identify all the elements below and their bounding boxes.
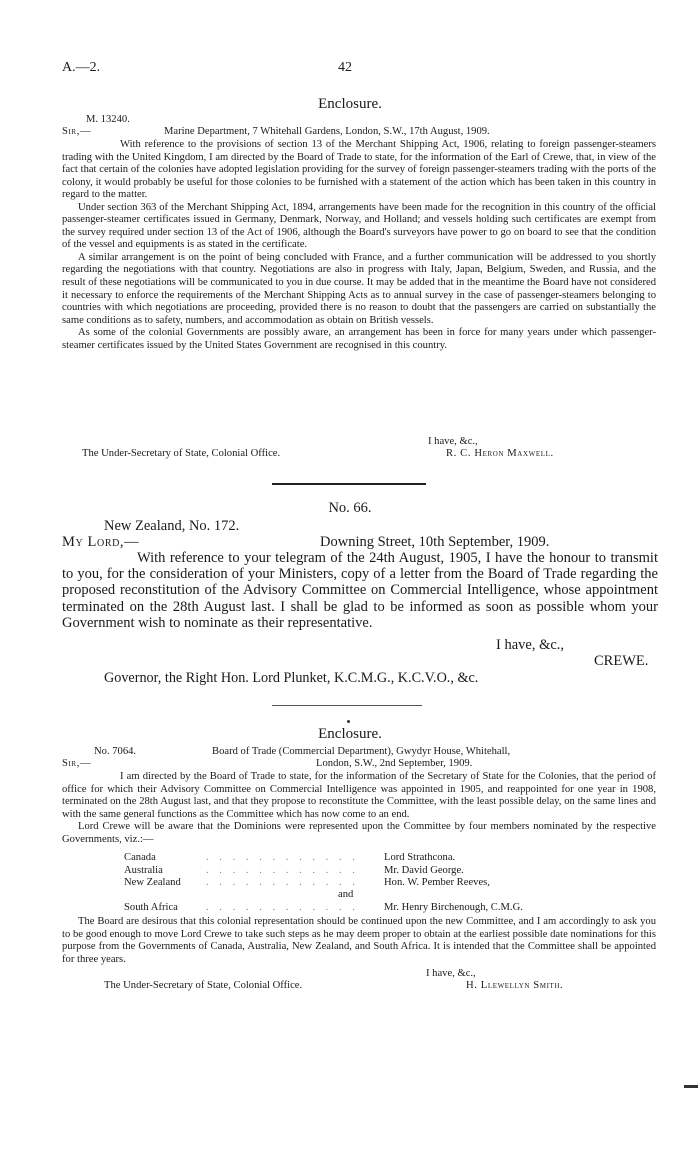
salutation: Sir,— [62, 126, 92, 137]
address-line: Downing Street, 10th September, 1909. [320, 534, 550, 550]
section-divider [272, 705, 422, 706]
paragraph: The Board are desirous that this colonial representation should be continued upon the new Committee, and I am accordingly to ask you to be good enough to move Lord Crewe to take such steps as he may deem proper to obtain at the earliest possible date nominations for this purpose from the Governments of Canada, Australia, New Zealand, and South Africa. It is intended that the Committee shall be appointed for three years. [62, 916, 656, 965]
address-line: Marine Department, 7 Whitehall Gardens, London, S.W., 17th August, 1909. [164, 126, 490, 137]
page-number: 42 [338, 60, 352, 75]
leader-dots: . . . . . . . . . . . . [206, 865, 359, 876]
member-country: Canada [124, 852, 156, 863]
paragraph: I am directed by the Board of Trade to state, for the information of the Secretary of State for the Colonies, that the period of office for which their Advisory Committee on Commercial Intelligence was appointed in 1905, and reappointed for one year in 1908, terminated on the 28th August last, and that they propose to reconstitute the Committee, with the least possible delay, on the same lines and with the same general functions as the Committee which has now come to an end. [62, 771, 656, 820]
paragraph: With reference to your telegram of the 24th August, 1905, I have the honour to transmit to you, for the consideration of your Ministers, copy of a letter from the Board of Trade regarding the proposed reconstitution of the Advisory Committee on Commercial Intelligence, whose appointment terminated on the 28th August last. I shall be glad to be informed as soon as possible whom your Government wish to nominate as their representative. [62, 550, 658, 631]
signature: H. Llewellyn Smith. [466, 980, 564, 991]
leader-dots: . . . . . . . . . . . . [206, 902, 359, 913]
margin-mark [684, 1085, 698, 1088]
member-country: Australia [124, 865, 163, 876]
paragraph: Lord Crewe will be aware that the Dominions were represented upon the Committee by four members nominated by the respective Governments, viz.:— [62, 821, 656, 845]
member-country: South Africa [124, 902, 178, 913]
member-name: Lord Strathcona. [384, 852, 456, 863]
despatch-reference: New Zealand, No. 172. [104, 518, 240, 534]
closing: I have, &c., [428, 436, 478, 447]
leader-dots: . . . . . . . . . . . . [206, 852, 359, 863]
section-divider [272, 483, 426, 485]
conjunction: and [338, 889, 354, 900]
letter-body [62, 916, 656, 966]
file-number: M. 13240. [86, 114, 130, 125]
paragraph: Under section 363 of the Merchant Shipping Act, 1894, arrangements have been made for the recognition in this country of the official passenger-steamer certificates issued in Germany, Denmark, Norway, and Holland; and vessels holding such certificates are exempt from the survey required under section 13 of the Act of 1906, although the Board's surveyors have power to go on board to see that the condition of the vessel and equipments is as stated in the certificate. [62, 201, 656, 251]
paragraph: A similar arrangement is on the point of being concluded with France, and a further communication will be addressed to you shortly regarding the negotiations with that country. Negotiations are also in progress with Italy, Japan, Belgium, Sweden, and Russia, and the result of these negotiations will be communicated to you in due course. It may be added that in the meantime the Board have not considered it necessary to enforce the requirements of the Merchant Shipping Acts as to annual survey in the case of passenger-steamers belonging to countries with which negotiations are proceeding, provided there is no reason to doubt that the passengers are carried on substantially the same conditions as to safety, numbers, and accommodation as obtain on British vessels. [62, 251, 656, 326]
signature: R. C. Heron Maxwell. [446, 448, 554, 459]
enclosure-heading: Enclosure. [318, 726, 382, 742]
paragraph: With reference to the provisions of section 13 of the Merchant Shipping Act, 1906, relating to foreign passenger-steamers trading with the United Kingdom, I am directed by the Board of Trade to state, for the information of the Earl of Crewe, that, in view of the fact that certain of the colonies have adopted legislation providing for the survey of foreign passenger-steamers trading with the ports of the colony, it would probably be useful for those colonies to be furnished with a statement of the action which has been taken in this country in regard to the matter. [62, 139, 656, 201]
addressee: The Under-Secretary of State, Colonial Office. [82, 448, 281, 459]
ink-dot [347, 720, 350, 723]
enclosure-heading: Enclosure. [318, 96, 382, 112]
address-line: Board of Trade (Commercial Department), Gwydyr House, Whitehall, [212, 746, 511, 757]
member-country: New Zealand [124, 877, 181, 888]
letter-body [62, 550, 658, 631]
member-name: Hon. W. Pember Reeves, [384, 877, 490, 888]
member-name: Mr. David George. [384, 865, 464, 876]
paragraph: As some of the colonial Governments are possibly aware, an arrangement has been in force for many years under which passenger-steamer certificates issued by the United States Government are recognised in this country. [62, 327, 656, 351]
document-reference: A.—2. [62, 60, 101, 75]
leader-dots: . . . . . . . . . . . . [206, 877, 359, 888]
addressee: Governor, the Right Hon. Lord Plunket, K.C.M.G., K.C.V.O., &c. [104, 670, 479, 686]
closing: I have, &c., [496, 637, 565, 653]
address-line: London, S.W., 2nd September, 1909. [316, 758, 473, 769]
letter-body [62, 771, 656, 846]
salutation: Sir,— [62, 758, 92, 769]
salutation: My Lord,— [62, 534, 140, 550]
closing: I have, &c., [426, 968, 476, 979]
file-number: No. 7064. [94, 746, 137, 757]
letter-body [62, 139, 656, 352]
despatch-number: No. 66. [328, 500, 372, 516]
addressee: The Under-Secretary of State, Colonial Office. [104, 980, 303, 991]
signature: CREWE. [594, 653, 649, 669]
member-name: Mr. Henry Birchenough, C.M.G. [384, 902, 523, 913]
